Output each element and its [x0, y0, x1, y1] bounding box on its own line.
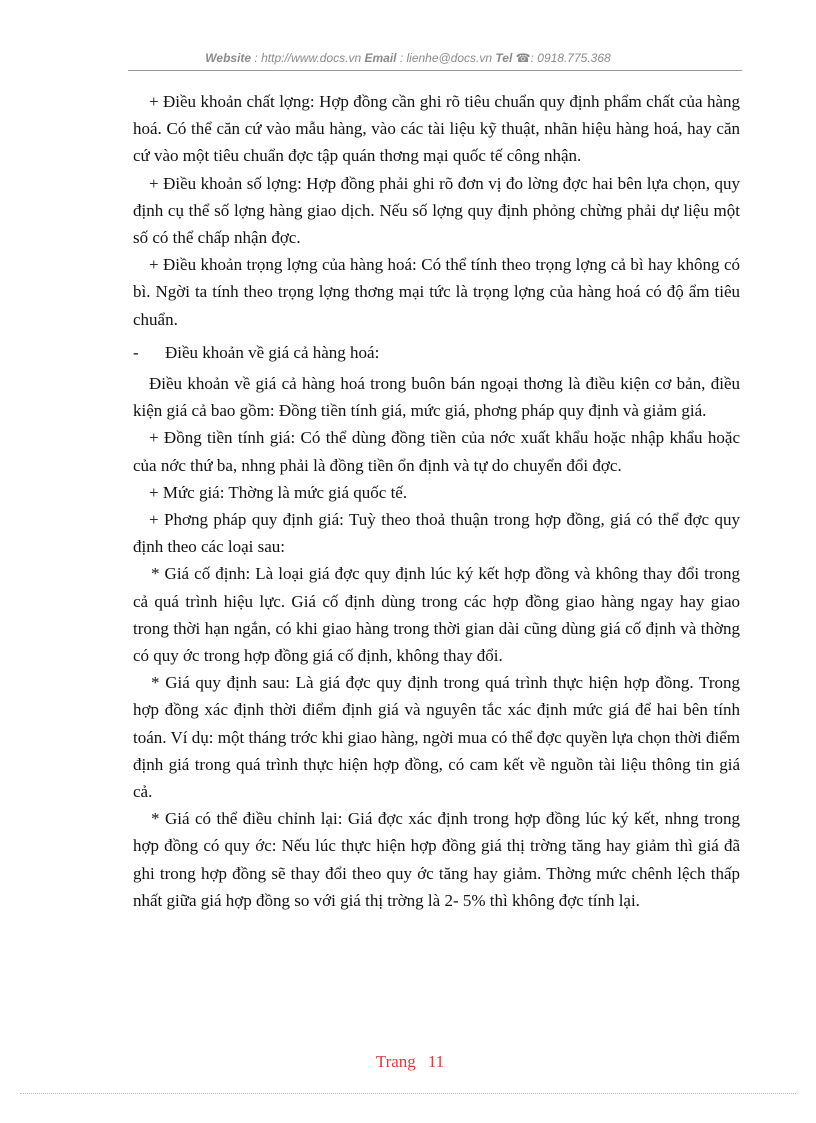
paragraph-later-price: * Giá quy định sau: Là giá đợc quy định trong quá trình thực hiện hợp đồng. Trong hợp đồng xác định thời điểm định giá và nguyên tắc xác định mức giá để hai bên tính toán. Ví dụ: một tháng trớc khi giao hàng, ngời mua có thể đợc quyền lựa chọn thời điểm định giá trong quá trình thực hiện hợp đồng, có cam kết về nguồn tài liệu thông tin giá cả.	[133, 673, 740, 802]
bullet-price-clause-heading	[133, 339, 740, 366]
paragraph-pricing-method: + Phơng pháp quy định giá: Tuỳ theo thoả thuận trong hợp đồng, giá có thể đợc quy định theo các loại sau:	[133, 510, 740, 557]
document-body	[133, 88, 740, 914]
email-value: : lienhe@docs.vn	[396, 51, 496, 65]
tel-label: Tel	[495, 51, 513, 65]
website-label: Website	[205, 51, 252, 65]
price-clause-heading-text: Điều khoản về giá cả hàng hoá:	[165, 342, 380, 362]
page-header	[128, 51, 688, 65]
footer-divider	[20, 1093, 796, 1094]
page-number	[350, 1052, 470, 1072]
paragraph-fixed-price: * Giá cố định: Là loại giá đợc quy định lúc ký kết hợp đồng và không thay đổi trong cả quá trình hiệu lực. Giá cố định dùng trong các hợp đồng giao hàng ngay hay giao trong thời hạn ngắn, có khi giao hàng trong thời gian dài cũng dùng giá cố định và thờng có quy ớc trong hợp đồng giá cố định, không thay đổi.	[133, 564, 740, 666]
paragraph-quality-clause: + Điều khoản chất lợng: Hợp đồng cần ghi rõ tiêu chuẩn quy định phẩm chất của hàng hoá. Có thể căn cứ vào mẫu hàng, vào các tài liệu kỹ thuật, nhãn hiệu hàng hoá, hay căn cứ vào một tiêu chuẩn đợc tập quán thơng mại quốc tế công nhận.	[133, 92, 740, 166]
paragraph-adjustable-price: * Giá có thể điều chỉnh lại: Giá đợc xác định trong hợp đồng lúc ký kết, nhng trong hợp đồng có quy ớc: Nếu lúc thực hiện hợp đồng giá thị trờng tăng hay giảm thì giá đã ghi trong hợp đồng sẽ thay đổi theo quy ớc tăng hay giảm. Thờng mức chênh lệch thấp nhất giữa giá hợp đồng so với giá thị trờng là 2- 5% thì không đợc tính lại.	[133, 809, 740, 910]
bullet-dash: -	[133, 342, 139, 362]
website-value: : http://www.docs.vn	[251, 51, 365, 65]
paragraph-weight-clause: + Điều khoản trọng lợng của hàng hoá: Có thể tính theo trọng lợng cả bì hay không có bì. Ngời ta tính theo trọng lợng thơng mại tức là trọng lợng của hàng hoá có độ ẩm tiêu chuẩn.	[133, 255, 740, 329]
paragraph-currency: + Đồng tiền tính giá: Có thể dùng đồng tiền của nớc xuất khẩu hoặc nhập khẩu hoặc của nớc thứ ba, nhng phải là đồng tiền ổn định và tự do chuyển đổi đợc.	[133, 428, 740, 475]
paragraph-price-clause: Điều khoản về giá cả hàng hoá trong buôn bán ngoại thơng là điều kiện cơ bản, điều kiện giá cả bao gồm: Đồng tiền tính giá, mức giá, phơng pháp quy định và giảm giá.	[133, 374, 740, 421]
email-label: Email	[364, 51, 397, 65]
phone-icon: ☎	[515, 51, 531, 65]
paragraph-quantity-clause: + Điều khoản số lợng: Hợp đồng phải ghi rõ đơn vị đo lờng đợc hai bên lựa chọn, quy định cụ thể số lợng hàng giao dịch. Nếu số lợng quy định phỏng chừng phải dự liệu một số có thể chấp nhận đợc.	[133, 173, 740, 248]
header-divider	[128, 70, 742, 71]
page-label: Trang	[375, 1052, 416, 1071]
tel-value: : 0918.775.368	[530, 51, 611, 65]
page-number-value: 11	[427, 1052, 445, 1071]
paragraph-price-level: + Mức giá: Thờng là mức giá quốc tế.	[149, 482, 408, 502]
